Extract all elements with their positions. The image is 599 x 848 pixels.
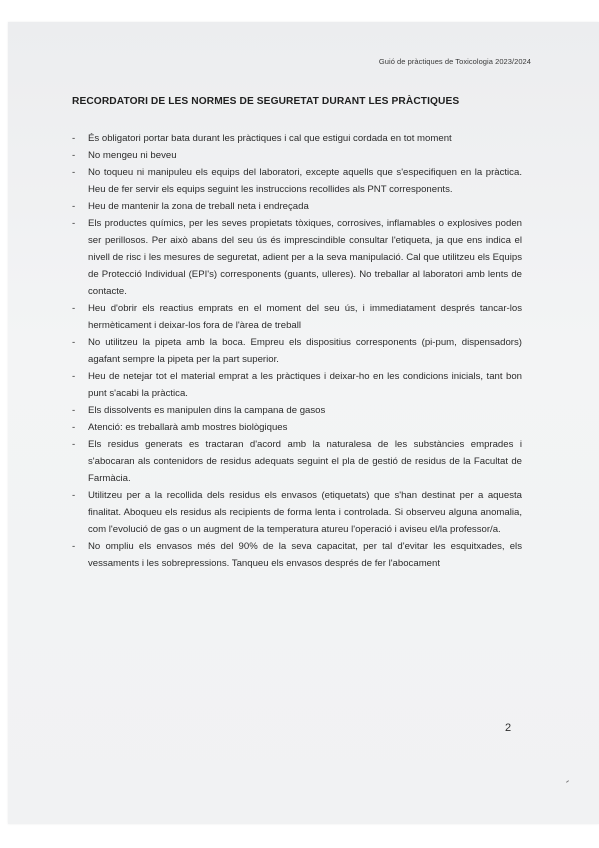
bullet-dash: -	[72, 439, 76, 450]
page-title: RECORDATORI DE LES NORMES DE SEGURETAT DURANT LES PRÀCTIQUES	[72, 96, 460, 107]
bullet-dash: -	[72, 218, 76, 229]
rule-text: No mengeu ni beveu	[88, 150, 177, 161]
bullet-dash: -	[72, 405, 76, 416]
bullet-dash: -	[72, 371, 76, 382]
rule-text: Heu de mantenir la zona de treball neta i endreçada	[88, 201, 309, 212]
safety-rule-item	[72, 164, 522, 198]
safety-rule-item	[72, 368, 522, 402]
rule-text: Atenció: es treballarà amb mostres biològiques	[88, 422, 288, 433]
safety-rule-item	[72, 487, 522, 538]
safety-rule-item	[72, 402, 522, 419]
page-number: 2	[505, 722, 512, 734]
rule-text: És obligatori portar bata durant les pràctiques i cal que estigui cordada en tot moment	[88, 133, 452, 144]
rule-text: Heu d'obrir els reactius emprats en el moment del seu ús, i immediatament després tancar-los hermèticament i deixar-los fora de l'àrea de treball	[88, 303, 522, 331]
rule-text: Heu de netejar tot el material emprat a les pràctiques i deixar-ho en les condicions inicials, tant bon punt s'acabi la pràctica.	[88, 371, 522, 399]
rule-text: Els dissolvents es manipulen dins la campana de gasos	[88, 405, 326, 416]
safety-rule-item	[72, 538, 522, 572]
safety-rule-item	[72, 300, 522, 334]
safety-rules-list	[72, 130, 522, 572]
safety-rule-item	[72, 147, 522, 164]
safety-rule-item	[72, 130, 522, 147]
safety-rule-item	[72, 419, 522, 436]
bullet-dash: -	[72, 541, 76, 552]
bullet-dash: -	[72, 150, 76, 161]
bullet-dash: -	[72, 167, 76, 178]
rule-text: Utilitzeu per a la recollida dels residus els envasos (etiquetats) que s'han destinat per a aquesta finalitat. Aboqueu els residus als recipients de forma lenta i controlada. Si observeu alguna anomalia, com l'evolució de gas o un augment de la temperatura atureu l'operació i aviseu el/la professor/a.	[88, 490, 522, 535]
rule-text: No utilitzeu la pipeta amb la boca. Empreu els dispositius corresponents (pi-pum, dispensadors) agafant sempre la pipeta per la part superior.	[88, 337, 522, 365]
safety-rule-item	[72, 198, 522, 215]
rule-text: Els residus generats es tractaran d'acord amb la naturalesa de les substàncies emprades i s'abocaran als contenidors de residus adequats seguint el pla de gestió de residus de la Facultat de Farmàcia.	[88, 439, 522, 484]
bullet-dash: -	[72, 337, 76, 348]
bullet-dash: -	[72, 133, 76, 144]
safety-rule-item	[72, 334, 522, 368]
rule-text: Els productes químics, per les seves propietats tòxiques, corrosives, inflamables o explosives poden ser perillosos. Per això abans del seu ús és imprescindible consultar l'etiqueta, ja que ens indica el nivell de risc i les mesures de seguretat, adient per a la seva manipulació. Cal que utilitzeu els Equips de Protecció Individual (EPI's) corresponents (guants, ulleres). No treballar al laboratori amb lents de contacte.	[88, 218, 522, 297]
bullet-dash: -	[72, 201, 76, 212]
bullet-dash: -	[72, 303, 76, 314]
rule-text: No toqueu ni manipuleu els equips del laboratori, excepte aquells que s'especifiquen en la pràctica. Heu de fer servir els equips seguint les instruccions recollides als PNT corresponents.	[88, 167, 522, 195]
rule-text: No ompliu els envasos més del 90% de la seva capacitat, per tal d'evitar les esquitxades, els vessaments i les sobrepressions. Tanqueu els envasos després de fer l'abocament	[88, 541, 522, 569]
guide-header: Guió de pràctiques de Toxicologia 2023/2024	[378, 57, 531, 66]
safety-rule-item	[72, 215, 522, 300]
bullet-dash: -	[72, 422, 76, 433]
safety-rule-item	[72, 436, 522, 487]
bullet-dash: -	[72, 490, 76, 501]
